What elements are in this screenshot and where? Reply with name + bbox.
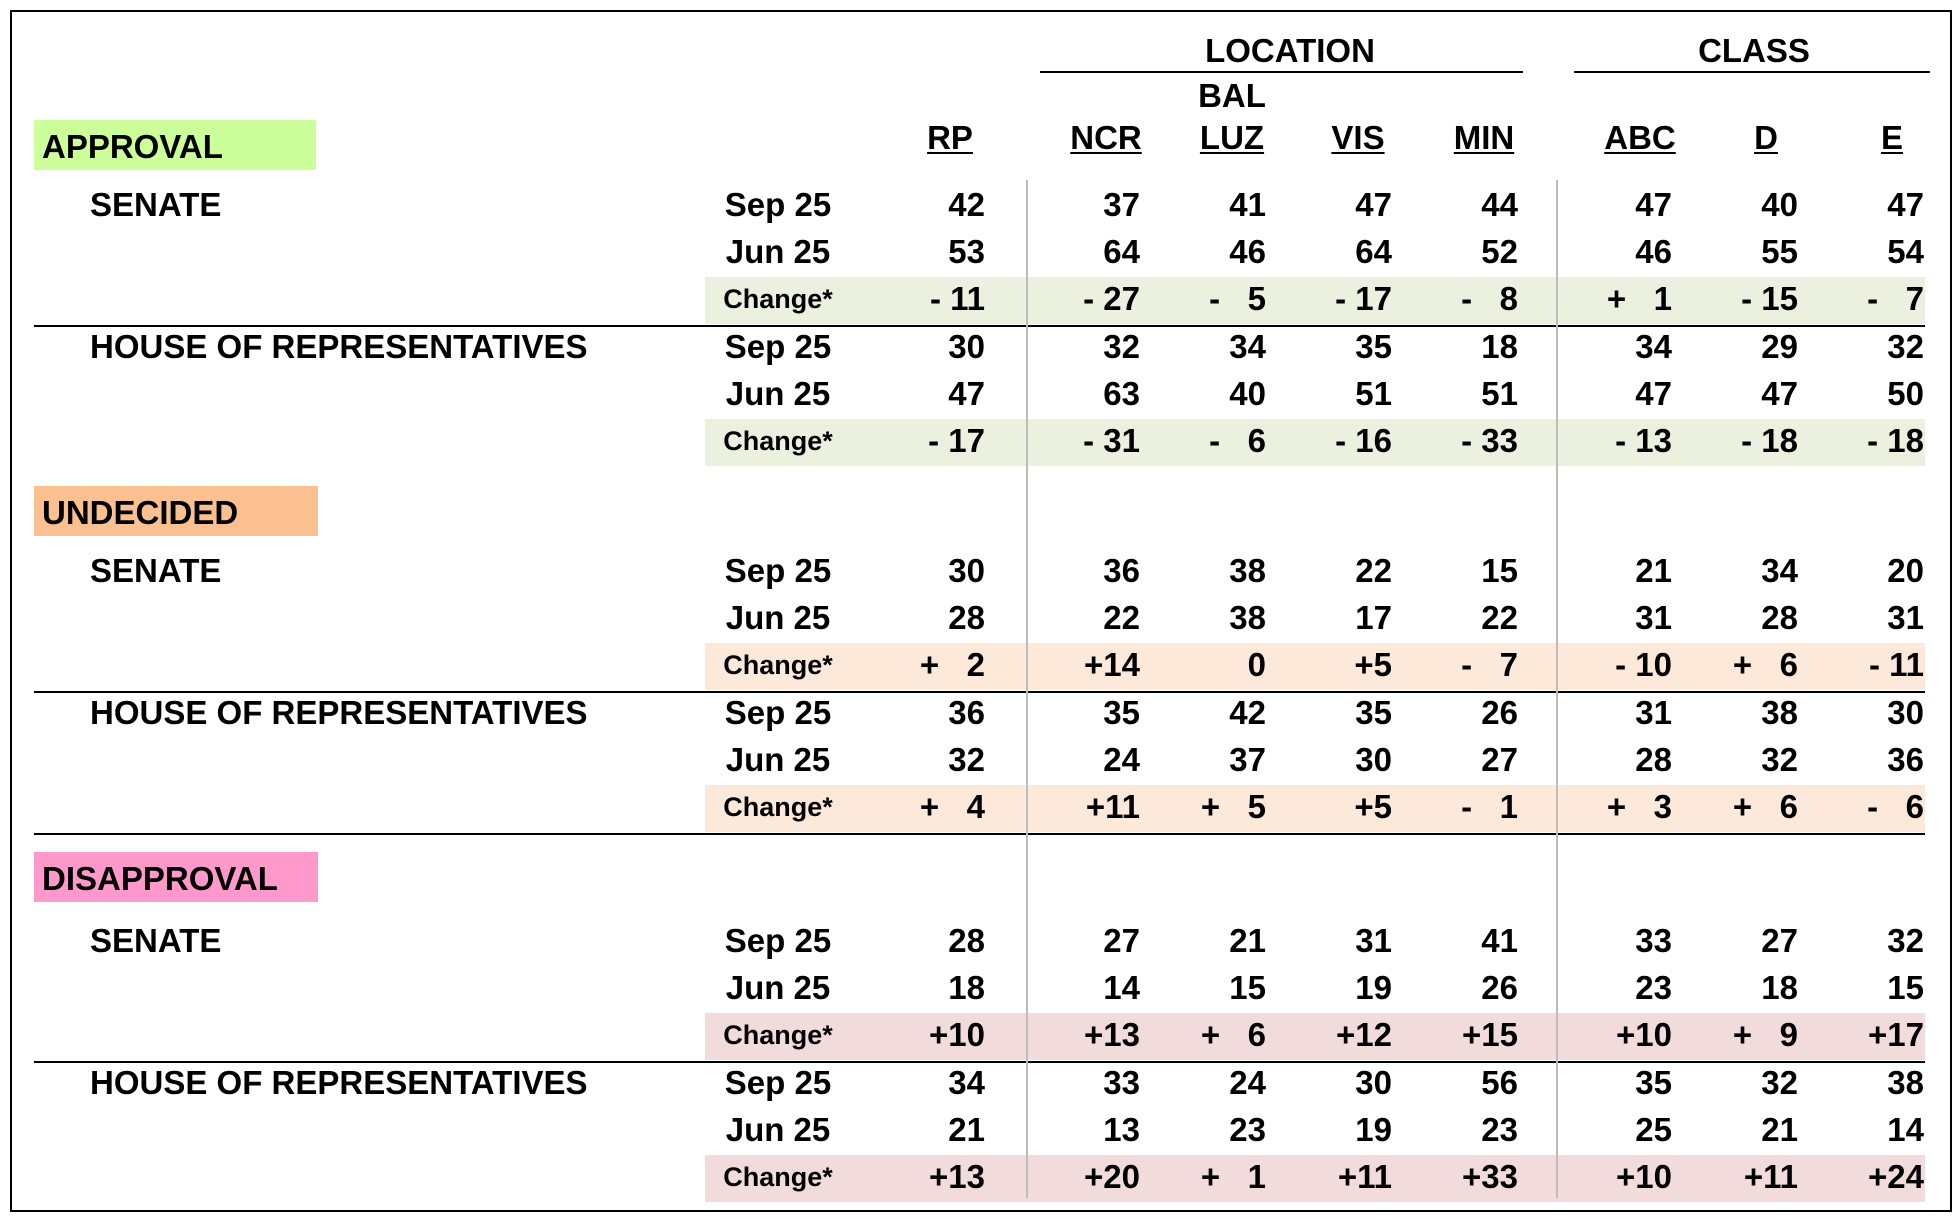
table-cell: 30 xyxy=(1355,1064,1392,1101)
row-label: Jun 25 xyxy=(725,1111,831,1148)
table-cell: +33 xyxy=(1462,1158,1518,1195)
table-cell: 32 xyxy=(948,741,985,778)
table-cell: 20 xyxy=(1887,552,1924,589)
table-cell: +5 xyxy=(1354,646,1392,683)
table-cell: +10 xyxy=(1616,1016,1672,1053)
table-cell: 36 xyxy=(1103,552,1140,589)
table-cell: 32 xyxy=(1103,328,1140,365)
table-cell: +11 xyxy=(1743,1158,1798,1195)
table-cell: 21 xyxy=(1229,922,1266,959)
table-cell: 41 xyxy=(1481,922,1518,959)
section-label-undecided: UNDECIDED xyxy=(34,486,318,536)
table-cell: 30 xyxy=(1355,741,1392,778)
table-cell: - 7 xyxy=(1461,646,1518,683)
table-cell: 18 xyxy=(948,969,985,1006)
table-cell: 46 xyxy=(1635,233,1672,270)
table-cell: 22 xyxy=(1103,599,1140,636)
table-cell: - 5 xyxy=(1209,280,1266,317)
row-label: Jun 25 xyxy=(725,375,831,412)
table-cell: + 6 xyxy=(1732,788,1798,825)
table-cell: 21 xyxy=(1761,1111,1798,1148)
group-label-senate: SENATE xyxy=(90,922,222,959)
column-header-bal-prefix: BAL xyxy=(1198,77,1266,114)
table-cell: + 3 xyxy=(1606,788,1672,825)
table-cell: 42 xyxy=(1229,694,1266,731)
table-cell: - 15 xyxy=(1741,280,1798,317)
table-cell: 15 xyxy=(1229,969,1266,1006)
table-cell: 14 xyxy=(1103,969,1140,1006)
group-label-senate: SENATE xyxy=(90,552,222,589)
table-cell: 33 xyxy=(1635,922,1672,959)
table-cell: +12 xyxy=(1336,1016,1392,1053)
table-cell: 13 xyxy=(1103,1111,1140,1148)
table-cell: - 18 xyxy=(1867,422,1924,459)
table-cell: +15 xyxy=(1462,1016,1518,1053)
table-cell: +13 xyxy=(929,1158,985,1195)
table-cell: 36 xyxy=(1887,741,1924,778)
table-cell: 30 xyxy=(948,552,985,589)
table-cell: 28 xyxy=(948,599,985,636)
table-cell: 30 xyxy=(948,328,985,365)
table-cell: - 1 xyxy=(1461,788,1518,825)
table-cell: 55 xyxy=(1761,233,1798,270)
table-cell: +5 xyxy=(1354,788,1392,825)
row-label: Sep 25 xyxy=(724,328,832,365)
column-header-d: D xyxy=(1754,119,1778,156)
table-cell: 15 xyxy=(1887,969,1924,1006)
table-cell: 47 xyxy=(948,375,985,412)
table-cell: 28 xyxy=(1761,599,1798,636)
table-cell: 28 xyxy=(948,922,985,959)
table-cell: 19 xyxy=(1355,1111,1392,1148)
table-cell: 24 xyxy=(1103,741,1140,778)
row-label: Jun 25 xyxy=(725,969,831,1006)
table-cell: - 10 xyxy=(1615,646,1672,683)
table-cell: 40 xyxy=(1761,186,1798,223)
table-cell: +17 xyxy=(1868,1016,1924,1053)
table-cell: 27 xyxy=(1761,922,1798,959)
table-cell: 32 xyxy=(1887,328,1924,365)
table-cell: 32 xyxy=(1761,1064,1798,1101)
column-header-abc: ABC xyxy=(1604,119,1676,156)
table-cell: 34 xyxy=(1761,552,1798,589)
table-cell: 56 xyxy=(1481,1064,1518,1101)
table-cell: 47 xyxy=(1635,375,1672,412)
table-cell: 31 xyxy=(1887,599,1924,636)
table-cell: +24 xyxy=(1868,1158,1924,1195)
table-cell: 32 xyxy=(1887,922,1924,959)
table-cell: 37 xyxy=(1103,186,1140,223)
table-cell: 18 xyxy=(1481,328,1518,365)
table-cell: 63 xyxy=(1103,375,1140,412)
table-cell: - 13 xyxy=(1615,422,1672,459)
table-cell: - 17 xyxy=(1335,280,1392,317)
row-label: Sep 25 xyxy=(724,694,832,731)
table-cell: +11 xyxy=(1337,1158,1392,1195)
column-divider-location xyxy=(1026,180,1028,1198)
table-cell: 38 xyxy=(1229,552,1266,589)
row-label: Sep 25 xyxy=(724,186,832,223)
table-cell: 36 xyxy=(948,694,985,731)
table-cell: 35 xyxy=(1103,694,1140,731)
table-cell: - 7 xyxy=(1867,280,1924,317)
table-cell: 47 xyxy=(1887,186,1924,223)
table-cell: 35 xyxy=(1635,1064,1672,1101)
table-cell: 51 xyxy=(1481,375,1518,412)
table-cell: 30 xyxy=(1887,694,1924,731)
table-cell: 64 xyxy=(1355,233,1392,270)
row-label: Change* xyxy=(723,1020,833,1050)
table-cell: 29 xyxy=(1761,328,1798,365)
table-cell: 38 xyxy=(1761,694,1798,731)
table-cell: 28 xyxy=(1635,741,1672,778)
section-label-approval: APPROVAL xyxy=(34,120,316,170)
table-cell: - 11 xyxy=(1868,646,1924,683)
table-cell: 47 xyxy=(1761,375,1798,412)
column-header-e: E xyxy=(1880,119,1903,156)
row-separator xyxy=(34,833,1925,835)
row-label: Change* xyxy=(723,426,833,456)
table-cell: 15 xyxy=(1481,552,1518,589)
table-cell: + 5 xyxy=(1200,788,1266,825)
row-label: Sep 25 xyxy=(724,922,832,959)
table-cell: 18 xyxy=(1761,969,1798,1006)
table-cell: 14 xyxy=(1887,1111,1924,1148)
table-cell: 38 xyxy=(1887,1064,1924,1101)
table-cell: 19 xyxy=(1355,969,1392,1006)
group-label-senate: SENATE xyxy=(90,186,222,223)
table-cell: 42 xyxy=(948,186,985,223)
row-label: Change* xyxy=(723,284,833,314)
table-cell: 32 xyxy=(1761,741,1798,778)
group-label-house-of-representatives: HOUSE OF REPRESENTATIVES xyxy=(90,694,588,731)
column-header-ncr: NCR xyxy=(1070,119,1142,156)
table-cell: 22 xyxy=(1481,599,1518,636)
table-cell: + 1 xyxy=(1606,280,1672,317)
table-cell: 21 xyxy=(1635,552,1672,589)
row-label: Change* xyxy=(723,1162,833,1192)
table-cell: 26 xyxy=(1481,969,1518,1006)
table-cell: +20 xyxy=(1084,1158,1140,1195)
table-cell: + 4 xyxy=(919,788,985,825)
row-label: Sep 25 xyxy=(724,552,832,589)
table-cell: 22 xyxy=(1355,552,1392,589)
group-label-house-of-representatives: HOUSE OF REPRESENTATIVES xyxy=(90,1064,588,1101)
table-cell: + 2 xyxy=(919,646,985,683)
table-cell: 34 xyxy=(1635,328,1672,365)
column-header-vis: VIS xyxy=(1331,119,1385,156)
table-cell: 46 xyxy=(1229,233,1266,270)
table-cell: 27 xyxy=(1481,741,1518,778)
table-cell: 41 xyxy=(1229,186,1266,223)
table-cell: 52 xyxy=(1481,233,1518,270)
table-cell: + 9 xyxy=(1732,1016,1798,1053)
table-cell: + 1 xyxy=(1200,1158,1266,1195)
table-cell: - 17 xyxy=(928,422,985,459)
table-cell: 31 xyxy=(1635,599,1672,636)
table-cell: 50 xyxy=(1887,375,1924,412)
row-label: Change* xyxy=(723,792,833,822)
table-cell: 38 xyxy=(1229,599,1266,636)
table-cell: 26 xyxy=(1481,694,1518,731)
group-header-location: LOCATION xyxy=(1205,32,1375,69)
row-label: Jun 25 xyxy=(725,741,831,778)
table-cell: - 16 xyxy=(1335,422,1392,459)
table-cell: - 6 xyxy=(1867,788,1924,825)
table-cell: 17 xyxy=(1355,599,1392,636)
table-cell: +10 xyxy=(1616,1158,1672,1195)
table-cell: - 31 xyxy=(1083,422,1140,459)
table-cell: +10 xyxy=(929,1016,985,1053)
table-cell: 24 xyxy=(1229,1064,1266,1101)
table-cell: +14 xyxy=(1084,646,1140,683)
row-label: Change* xyxy=(723,650,833,680)
table-cell: 47 xyxy=(1635,186,1672,223)
group-underline-class xyxy=(1574,71,1930,73)
table-cell: 27 xyxy=(1103,922,1140,959)
table-cell: 64 xyxy=(1103,233,1140,270)
table-cell: 21 xyxy=(948,1111,985,1148)
group-label-house-of-representatives: HOUSE OF REPRESENTATIVES xyxy=(90,328,588,365)
table-cell: 44 xyxy=(1481,186,1518,223)
row-label: Sep 25 xyxy=(724,1064,832,1101)
row-label: Jun 25 xyxy=(725,233,831,270)
table-cell: + 6 xyxy=(1200,1016,1266,1053)
column-header-min: MIN xyxy=(1453,119,1515,156)
table-cell: + 6 xyxy=(1732,646,1798,683)
column-header-luz: LUZ xyxy=(1199,119,1265,156)
table-cell: 51 xyxy=(1355,375,1392,412)
table-cell: 37 xyxy=(1229,741,1266,778)
table-cell: 53 xyxy=(948,233,985,270)
table-cell: 35 xyxy=(1355,328,1392,365)
table-cell: - 18 xyxy=(1741,422,1798,459)
group-underline-location xyxy=(1040,71,1523,73)
table-cell: 23 xyxy=(1635,969,1672,1006)
table-cell: +11 xyxy=(1085,788,1140,825)
table-cell: - 33 xyxy=(1461,422,1518,459)
table-cell: 0 xyxy=(1247,646,1266,683)
table-cell: 25 xyxy=(1635,1111,1672,1148)
table-cell: 54 xyxy=(1887,233,1924,270)
section-label-disapproval: DISAPPROVAL xyxy=(34,852,318,902)
table-cell: 31 xyxy=(1355,922,1392,959)
table-cell: +13 xyxy=(1084,1016,1140,1053)
table-cell: - 8 xyxy=(1461,280,1518,317)
column-divider-class xyxy=(1556,180,1558,1198)
table-cell: 35 xyxy=(1355,694,1392,731)
table-cell: 31 xyxy=(1635,694,1672,731)
table-cell: 23 xyxy=(1481,1111,1518,1148)
table-cell: 34 xyxy=(1229,328,1266,365)
group-header-class: CLASS xyxy=(1698,32,1810,69)
table-cell: 34 xyxy=(948,1064,985,1101)
table-cell: - 11 xyxy=(929,280,985,317)
column-header-rp: RP xyxy=(927,119,973,156)
table-cell: 33 xyxy=(1103,1064,1140,1101)
table-cell: - 27 xyxy=(1083,280,1140,317)
table-cell: 23 xyxy=(1229,1111,1266,1148)
table-cell: - 6 xyxy=(1209,422,1266,459)
table-cell: 40 xyxy=(1229,375,1266,412)
table-cell: 47 xyxy=(1355,186,1392,223)
row-label: Jun 25 xyxy=(725,599,831,636)
